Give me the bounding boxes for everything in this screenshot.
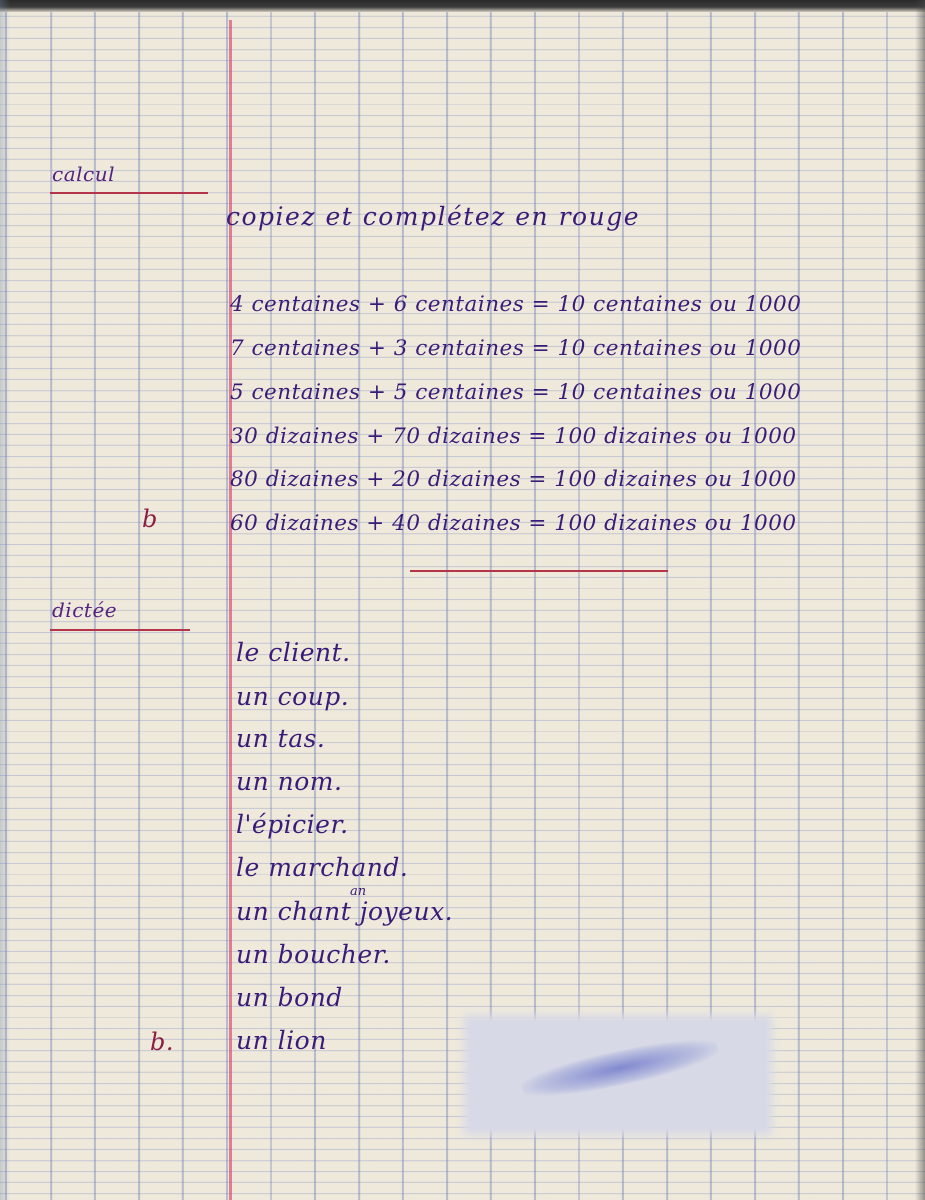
math-row: 30 dizaines + 70 dizaines = 100 dizaines ou 1000 bbox=[230, 424, 797, 449]
grade-dictee: b. bbox=[150, 1028, 174, 1056]
dictee-line: le client. bbox=[236, 638, 351, 667]
heading-calcul: calcul bbox=[52, 162, 115, 186]
section-divider bbox=[410, 570, 668, 572]
math-row: 60 dizaines + 40 dizaines = 100 dizaines ou 1000 bbox=[230, 511, 797, 536]
page-top-edge bbox=[0, 0, 925, 12]
dictee-line: un lion bbox=[236, 1026, 327, 1055]
math-row: 7 centaines + 3 centaines = 10 centaines ou 1000 bbox=[230, 336, 802, 361]
dictee-line: un tas. bbox=[236, 724, 326, 753]
heading-dictee-underline bbox=[50, 629, 190, 631]
dictee-line: l'épicier. bbox=[236, 810, 349, 839]
dictee-line: le marchand. bbox=[236, 853, 409, 882]
dictee-line: un coup. bbox=[236, 682, 350, 711]
page-left-edge bbox=[0, 0, 10, 1200]
dictee-line: un boucher. bbox=[236, 940, 391, 969]
dictee-line: un chant joyeux. bbox=[236, 897, 454, 926]
correction-above: an bbox=[350, 884, 367, 899]
instruction-text: copiez et complétez en rouge bbox=[226, 202, 641, 231]
page-right-edge bbox=[915, 0, 925, 1200]
heading-calcul-underline bbox=[50, 192, 208, 194]
math-row: 4 centaines + 6 centaines = 10 centaines ou 1000 bbox=[230, 292, 802, 317]
dictee-line: un bond bbox=[236, 983, 343, 1012]
dictee-line: un nom. bbox=[236, 767, 343, 796]
heading-dictee: dictée bbox=[52, 598, 118, 622]
math-row: 80 dizaines + 20 dizaines = 100 dizaines ou 1000 bbox=[230, 467, 797, 492]
redacted-signature bbox=[470, 1021, 766, 1129]
math-row: 5 centaines + 5 centaines = 10 centaines ou 1000 bbox=[230, 380, 802, 405]
grade-math: b bbox=[142, 505, 158, 533]
blurred-signature-ink bbox=[519, 1031, 722, 1106]
margin-line bbox=[229, 20, 232, 1200]
